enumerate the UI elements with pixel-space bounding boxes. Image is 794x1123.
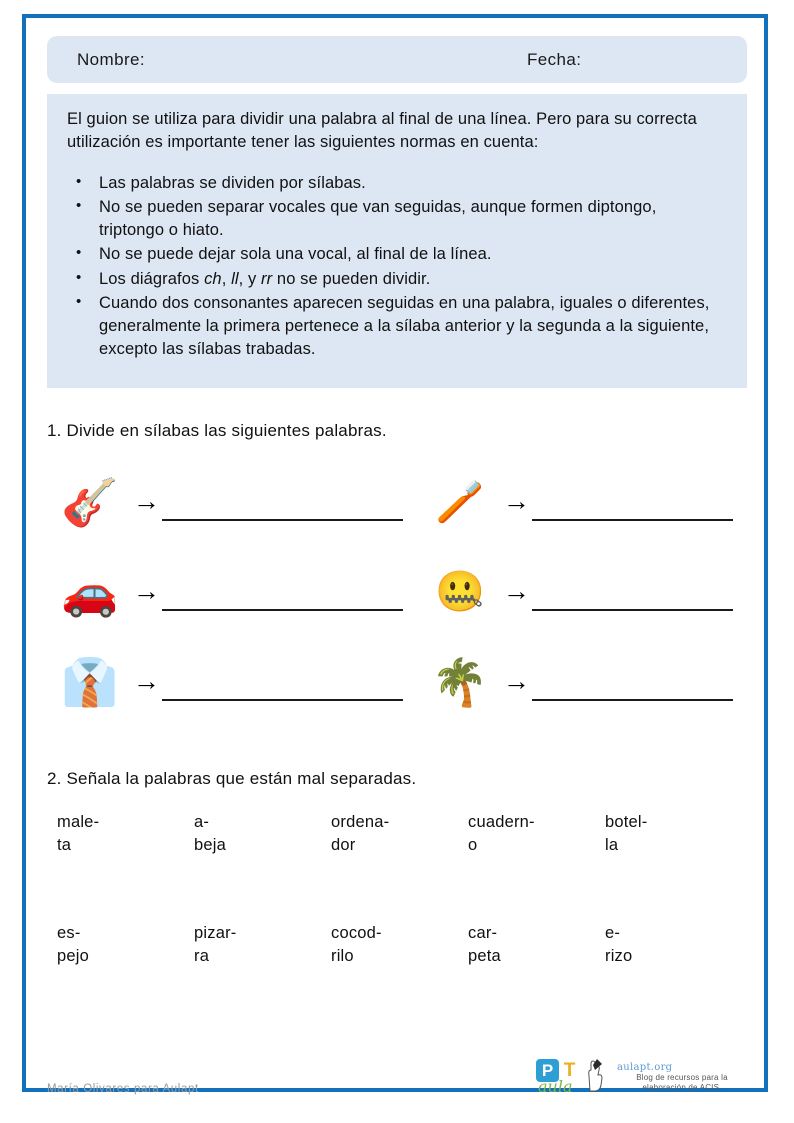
word-item-espejo[interactable] <box>57 922 194 969</box>
car-icon: 🚗 <box>61 565 119 618</box>
name-label: Nombre: <box>77 49 145 69</box>
picture-row-toothbrush <box>417 479 747 524</box>
word-item-cuaderno[interactable] <box>468 811 605 858</box>
word-line-2: dor <box>331 836 356 855</box>
logo-letter-p: P <box>536 1059 559 1082</box>
answer-line-palm-tree[interactable] <box>532 679 733 701</box>
answer-line-car[interactable] <box>162 589 403 611</box>
logo-letter-t: T <box>563 1060 576 1081</box>
author-credit: María Olivares para Aulapt <box>47 1083 199 1095</box>
bullet-icon: • <box>76 268 82 286</box>
word-item-maleta[interactable] <box>57 811 194 858</box>
guitar-icon: 🎸 <box>61 475 119 528</box>
exercise-1-title: 1. Divide en sílabas las siguientes palabras. <box>47 420 387 440</box>
word-item-botella[interactable] <box>605 811 742 858</box>
word-line-2: ta <box>57 836 72 855</box>
arrow-icon: → <box>133 666 160 697</box>
rule-text: Cuando dos consonantes aparecen seguidas en una palabra, iguales o diferentes, generalmente la primera pertenece a la sílaba anterior y la segunda a la siguiente, excepto las sílabas trabadas. <box>99 293 710 358</box>
bullet-icon: • <box>76 244 82 262</box>
word-line-2: rilo <box>331 947 354 966</box>
answer-line-necktie[interactable] <box>162 679 403 701</box>
name-date-header <box>47 36 747 83</box>
rule-item <box>67 243 725 266</box>
word-item-erizo[interactable] <box>605 922 742 969</box>
digraph-ch: ch <box>204 269 222 288</box>
toothbrush-icon: 🪥 <box>435 479 485 524</box>
bullet-icon: • <box>76 197 82 215</box>
word-line-2: peta <box>468 947 501 966</box>
logo-mark <box>536 1057 610 1097</box>
rules-list <box>67 172 725 361</box>
rule-text: No se pueden separar vocales que van seguidas, aunque formen diptongo, triptongo o hiato. <box>99 198 657 240</box>
word-line-1: e- <box>605 923 621 942</box>
picture-answer-grid <box>47 457 747 727</box>
picture-row-guitar <box>47 475 417 528</box>
exercise-2 <box>47 769 747 969</box>
answer-line-guitar[interactable] <box>162 499 403 521</box>
rule-item <box>67 196 725 242</box>
word-item-cocodrilo[interactable] <box>331 922 468 969</box>
word-line-2: o <box>468 836 478 855</box>
rule-text-end: no se pueden dividir. <box>272 269 431 288</box>
aulapt-logo[interactable] <box>536 1057 747 1097</box>
hand-pencil-icon <box>582 1058 606 1092</box>
rule-item <box>67 292 725 361</box>
word-line-2: la <box>605 836 619 855</box>
arrow-icon: → <box>133 486 160 517</box>
word-grid <box>47 811 747 969</box>
word-item-abeja[interactable] <box>194 811 331 858</box>
arrow-icon: → <box>503 666 530 697</box>
exercise-2-title: 2. Señala la palabras que están mal separadas. <box>47 768 417 788</box>
worksheet-content <box>47 36 747 969</box>
rule-sep-2: , y <box>238 269 262 288</box>
logo-word-aula: aula <box>538 1077 573 1096</box>
word-line-1: es- <box>57 923 81 942</box>
rule-text: Las palabras se dividen por sílabas. <box>99 174 366 193</box>
word-line-2: pejo <box>57 947 89 966</box>
zipper-icon: 🤐 <box>435 569 485 614</box>
bullet-icon: • <box>76 173 82 191</box>
arrow-icon: → <box>503 576 530 607</box>
bullet-icon: • <box>76 292 82 310</box>
word-item-ordenador[interactable] <box>331 811 468 858</box>
theory-intro: El guion se utiliza para dividir una palabra al final de una línea. Pero para su correcta utilización es importante tener las siguientes normas en cuenta: <box>67 110 697 152</box>
word-line-1: cuadern- <box>468 812 535 831</box>
logo-url: aulapt.org <box>617 1061 673 1073</box>
rule-item-digraphs <box>67 268 725 291</box>
word-line-1: pizar- <box>194 923 237 942</box>
answer-line-toothbrush[interactable] <box>532 499 733 521</box>
word-item-carpeta[interactable] <box>468 922 605 969</box>
word-line-1: car- <box>468 923 498 942</box>
picture-row-zipper <box>417 569 747 614</box>
arrow-icon: → <box>133 576 160 607</box>
word-item-pizarra[interactable] <box>194 922 331 969</box>
word-line-1: a- <box>194 812 210 831</box>
picture-row-car <box>47 565 417 618</box>
word-line-2: ra <box>194 947 210 966</box>
word-line-2: rizo <box>605 947 633 966</box>
theory-box <box>47 94 747 388</box>
page-footer <box>47 1057 747 1097</box>
exercise-1 <box>47 421 747 727</box>
answer-line-zipper[interactable] <box>532 589 733 611</box>
digraph-rr: rr <box>261 269 273 288</box>
necktie-icon: 👔 <box>61 655 119 708</box>
logo-tagline: Blog de recursos para la elaboración de ACIS. <box>636 1073 728 1092</box>
date-label: Fecha: <box>527 49 582 69</box>
word-line-1: botel- <box>605 812 648 831</box>
arrow-icon: → <box>503 486 530 517</box>
rule-sep-1: , <box>221 269 232 288</box>
rule-item <box>67 172 725 195</box>
picture-row-palm-tree <box>417 655 747 708</box>
rule-text-start: Los diágrafos <box>99 269 205 288</box>
word-line-2: beja <box>194 836 226 855</box>
palm-tree-icon: 🌴 <box>431 655 489 708</box>
word-line-1: cocod- <box>331 923 382 942</box>
word-line-1: male- <box>57 812 100 831</box>
picture-row-necktie <box>47 655 417 708</box>
logo-text-block <box>617 1062 747 1093</box>
word-line-1: ordena- <box>331 812 390 831</box>
rule-text: No se puede dejar sola una vocal, al final de la línea. <box>99 245 492 264</box>
digraph-ll: ll <box>231 269 239 288</box>
